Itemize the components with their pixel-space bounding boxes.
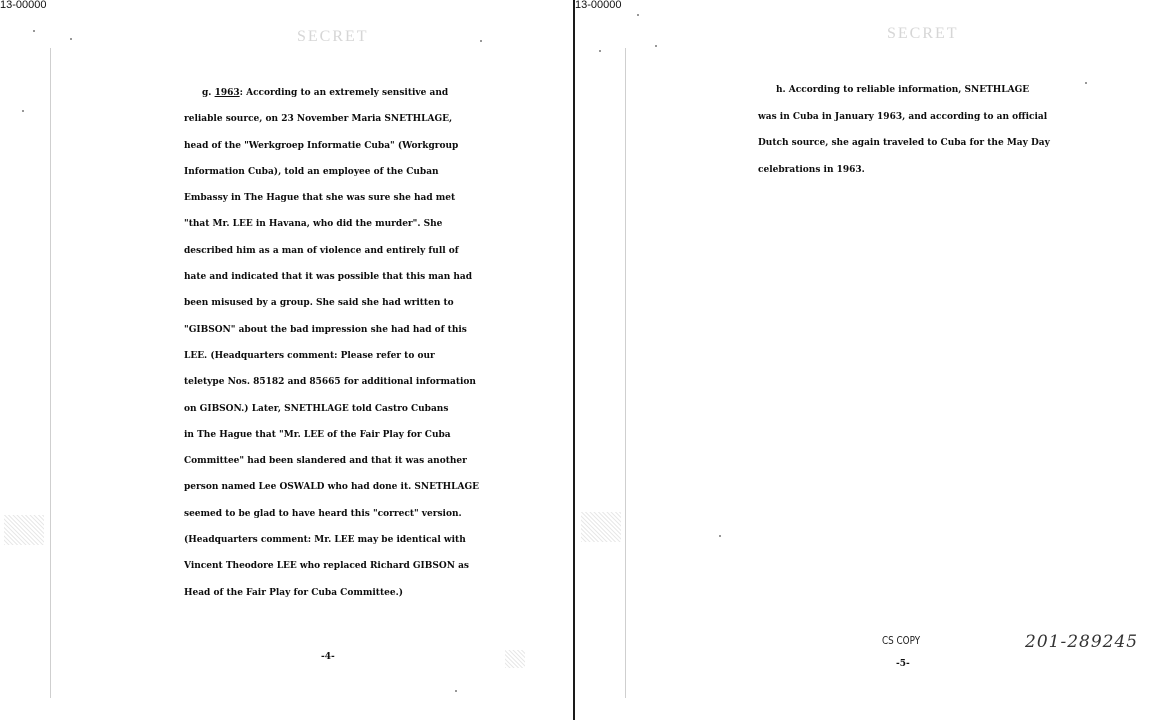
speck (480, 40, 482, 42)
classification-stamp-left: SECRET (297, 28, 369, 45)
scan-smudge (505, 650, 525, 668)
speck (719, 535, 721, 537)
paragraph-line: in The Hague that "Mr. LEE of the Fair Play for Cuba (184, 429, 451, 440)
speck (1085, 82, 1087, 84)
speck (655, 45, 657, 47)
paragraph-line: been misused by a group. She said she had written to (184, 298, 454, 309)
left-page (0, 0, 573, 720)
paragraph-line: "GIBSON" about the bad impression she had had of this (184, 324, 467, 335)
paragraph-line: Information Cuba), told an employee of the Cuban (184, 166, 439, 177)
paragraph-h (758, 77, 1050, 183)
paragraph-line: Embassy in The Hague that she was sure she had met (184, 193, 456, 204)
paragraph-line: celebrations in 1963. (758, 164, 865, 175)
paragraph-line: Dutch source, she again traveled to Cuba for the May Day (758, 138, 1050, 148)
paragraph-line: described him as a man of violence and entirely full of (184, 245, 459, 256)
paragraph-line: teletype Nos. 85182 and 85665 for additional information (184, 377, 476, 388)
doc-id-left: 13-00000 (0, 0, 50, 11)
paragraph-line: seemed to be glad to have heard this "correct" version. (184, 508, 462, 519)
paragraph-g (184, 80, 479, 606)
paragraph-line: on GIBSON.) Later, SNETHLAGE told Castro Cubans (184, 403, 449, 414)
page-number-right: -5- (896, 659, 910, 669)
cs-copy-stamp: CS COPY (882, 634, 921, 647)
right-page (575, 0, 1159, 720)
speck (70, 38, 72, 40)
paragraph-line: person named Lee OSWALD who had done it. SNETHLAGE (184, 482, 480, 493)
scan-smudge (581, 512, 621, 542)
scan-smudge (4, 515, 44, 545)
speck (599, 50, 601, 52)
paragraph-line: LEE. (Headquarters comment: Please refer to our (184, 350, 435, 361)
speck (22, 110, 24, 112)
paragraph-line: Head of the Fair Play for Cuba Committee.) (184, 587, 403, 598)
paragraph-line: Vincent Theodore LEE who replaced Richard GIBSON as (184, 561, 469, 572)
paragraph-label: g. (202, 88, 212, 98)
paragraph-line: Committee" had been slandered and that it was another (184, 456, 467, 467)
margin-line-right (625, 48, 626, 698)
speck (637, 14, 639, 16)
paragraph-line: (Headquarters comment: Mr. LEE may be identical with (184, 535, 466, 546)
year-heading: 1963 (214, 88, 240, 98)
speck (33, 30, 35, 32)
paragraph-line: h. According to reliable information, SNETHLAGE (776, 85, 1030, 95)
paragraph-line: head of the "Werkgroep Informatie Cuba" (Workgroup (184, 140, 459, 151)
speck (455, 690, 457, 692)
paragraph-line: reliable source, on 23 November Maria SNETHLAGE, (184, 114, 453, 125)
paragraph-line: was in Cuba in January 1963, and according to an official (758, 111, 1048, 122)
paragraph-line: g. 1963: According to an extremely sensitive and (202, 88, 449, 98)
margin-line-left (50, 48, 51, 698)
doc-id-right: 13-00000 (575, 0, 625, 11)
paragraph-line: "that Mr. LEE in Havana, who did the murder". She (184, 219, 443, 230)
paragraph-line: hate and indicated that it was possible that this man had (184, 272, 473, 283)
handwritten-file-number: 201-289245 (1025, 632, 1139, 652)
classification-stamp-right: SECRET (887, 25, 959, 42)
page-number-left: -4- (321, 652, 335, 662)
